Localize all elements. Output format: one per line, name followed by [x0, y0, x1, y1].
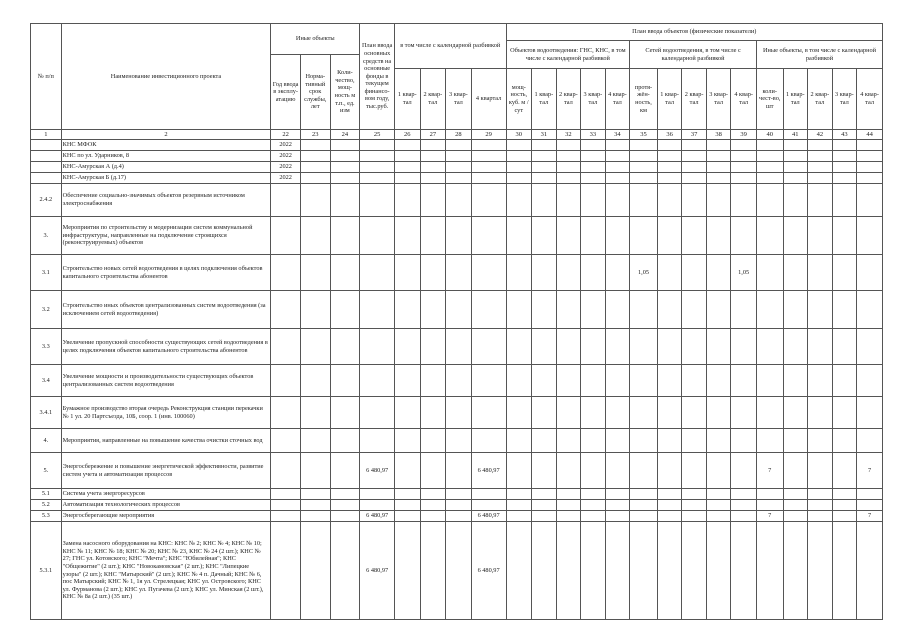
table-row	[31, 489, 883, 500]
col-number: 26	[395, 130, 421, 140]
row-num: 5.3.1	[31, 522, 62, 620]
row-name: КНС МФОК	[61, 140, 271, 151]
col-header-norm-life: Норма-тивный срок службы, лет	[300, 55, 330, 130]
row-name: Обеспечение социально-значимых объектов резервным источником электроснабжения	[61, 184, 271, 217]
cell-q4: 6 480,97	[471, 453, 506, 489]
table-row	[31, 173, 883, 184]
table-row	[31, 217, 883, 255]
row-num: 3.3	[31, 329, 62, 365]
row-num: 5.1	[31, 489, 62, 500]
col-number: 22	[271, 130, 301, 140]
col-header-q2: 2 квар-тал	[420, 69, 446, 130]
col-header-other-objects: Иные объекты	[271, 24, 360, 55]
col-number: 1	[31, 130, 62, 140]
col-header-nq4: 4 квар-тал	[731, 69, 757, 130]
col-number: 39	[731, 130, 757, 140]
col-header-oq2: 2 квар-тал	[808, 69, 833, 130]
table-row	[31, 522, 883, 620]
row-num: 3.2	[31, 291, 62, 329]
row-name: Энергосбережение и повышение энергетической эффективности, развитие систем учета и автоматизация процессов	[61, 453, 271, 489]
row-name: Строительство иных объектов централизованных систем водоотведения (за исключением сетей водоотведения)	[61, 291, 271, 329]
col-number: 24	[330, 130, 360, 140]
col-header-q3: 3 квар-тал	[446, 69, 472, 130]
col-header-q4: 4 квартал	[471, 69, 506, 130]
col-header-power: мощ-ность, куб. м / сут	[506, 69, 532, 130]
cell-length: 1,05	[630, 255, 658, 291]
col-header-wq2: 2 квар-тал	[556, 69, 581, 130]
col-header-nq2: 2 квар-тал	[682, 69, 707, 130]
col-header-plan-phys: План ввода объектов (физические показатели)	[506, 24, 883, 41]
row-name: КНС по ул. Ударников, 8	[61, 151, 271, 162]
col-number: 2	[61, 130, 271, 140]
col-header-length: протя-жён-ность, км	[630, 69, 658, 130]
row-num: 3.1	[31, 255, 62, 291]
col-number: 28	[446, 130, 472, 140]
col-header-quarter-group: в том числе с календарной разбивкой	[395, 24, 507, 69]
col-header-plan-funds: План ввода основных средств на основные фонды в текущем финансо-вом году, тыс.руб.	[360, 24, 395, 130]
row-num: 5.2	[31, 500, 62, 511]
table-row	[31, 184, 883, 217]
table-row	[31, 291, 883, 329]
row-name: Замена насосного оборудования на КНС: КНС № 2; КНС № 4; КНС № 10; КНС № 11; КНС № 18; КНС № 20; КНС № 23, КНС № 24 (2 шт.); КНС № 27; ГНС ул. Котовского; КНС "Мечта"; КНС "Юбилейная"; КНС "Общежитие" (2 шт.); КНС "Новокамовская" (2 шт.); КНС "Липецкие узоры" (2 шт.); КНС "Матырский" (2 шт.); КНС № 4 п. Дачный; КНС № 6, пос Матырский; КНС № 1, 1я ул. Стрелецкая; КНС ул. Островского; КНС ул. Фурманова (2 шт.); КНС ул. Пугачева (2 шт.); КНС ул. Минская (2 шт.), КНС № 8а (2 шт.) (35 шт.)	[61, 522, 271, 620]
col-header-nets: Сетей водоотведения, в том числе с календарной разбивкой	[630, 41, 757, 69]
row-year: 2022	[271, 151, 301, 162]
row-name: Энергосберегающие мероприятия	[61, 511, 271, 522]
col-header-oq3: 3 квар-тал	[832, 69, 857, 130]
row-name: Увеличение пропускной способности существующих сетей водоотведения в целях подключения объектов капитального строительства абонентов	[61, 329, 271, 365]
col-header-q1: 1 квар-тал	[395, 69, 421, 130]
row-num: 3.	[31, 217, 62, 255]
table-row	[31, 162, 883, 173]
col-header-wq1: 1 квар-тал	[532, 69, 557, 130]
table-row	[31, 397, 883, 429]
col-header-year: Год ввода в эксплу-атацию	[271, 55, 301, 130]
col-header-nq1: 1 квар-тал	[657, 69, 682, 130]
col-number: 36	[657, 130, 682, 140]
col-header-no: № п/п	[31, 24, 62, 130]
col-number: 35	[630, 130, 658, 140]
table-row	[31, 500, 883, 511]
col-number: 27	[420, 130, 446, 140]
table-row	[31, 140, 883, 151]
cell-plan: 6 480,97	[360, 453, 395, 489]
row-num: 4.	[31, 429, 62, 453]
col-header-oq4: 4 квар-тал	[857, 69, 883, 130]
col-number: 41	[783, 130, 808, 140]
row-num	[31, 162, 62, 173]
table-row	[31, 365, 883, 397]
row-num: 3.4.1	[31, 397, 62, 429]
col-number: 23	[300, 130, 330, 140]
column-numbers-row	[31, 130, 883, 140]
cell-q4: 6 480,97	[471, 522, 506, 620]
col-number: 37	[682, 130, 707, 140]
col-number: 30	[506, 130, 532, 140]
table-row	[31, 329, 883, 365]
col-header-water-objects: Объектов водоотведения: ГНС, КНС, в том числе с календарной разбивкой	[506, 41, 630, 69]
row-name: КНС-Амурская А (д.4)	[61, 162, 271, 173]
col-number: 25	[360, 130, 395, 140]
cell-oq4: 7	[857, 511, 883, 522]
row-name: Система учета энергоресурсов	[61, 489, 271, 500]
col-header-name: Наименование инвестиционного проекта	[61, 24, 271, 130]
table-row	[31, 429, 883, 453]
col-header-qty: Коли-чество, мощ-ность м т.п., ед. изм	[330, 55, 360, 130]
col-header-wq3: 3 квар-тал	[581, 69, 606, 130]
row-year: 2022	[271, 140, 301, 151]
cell-plan: 6 480,97	[360, 511, 395, 522]
table-row	[31, 255, 883, 291]
row-num: 5.3	[31, 511, 62, 522]
col-number: 31	[532, 130, 557, 140]
cell-count: 7	[756, 511, 783, 522]
col-header-nq3: 3 квар-тал	[706, 69, 731, 130]
col-header-wq4: 4 квар-тал	[605, 69, 630, 130]
cell-count: 7	[756, 453, 783, 489]
row-name: Мероприятия, направленные на повышение качества очистки сточных вод	[61, 429, 271, 453]
row-name: Увеличение мощности и производительности существующих объектов централизованных систем водоотведения	[61, 365, 271, 397]
row-name: Бумажное производство вторая очередь Реконструкция станции перекачки № 1 ул. 20 Партсъезда, 10Б, соор. 1 (инв. 100060)	[61, 397, 271, 429]
row-name: Автоматизация технологических процессов	[61, 500, 271, 511]
col-number: 33	[581, 130, 606, 140]
col-number: 38	[706, 130, 731, 140]
cell-q4: 6 480,97	[471, 511, 506, 522]
col-number: 34	[605, 130, 630, 140]
table-row	[31, 511, 883, 522]
row-num: 5.	[31, 453, 62, 489]
table-row	[31, 453, 883, 489]
col-header-other2: Иные объекты, в том числе с календарной разбивкой	[756, 41, 882, 69]
row-name: Мероприятия по строительству и модернизации систем коммунальной инфраструктуры, направленные на подключение строящихся (реконструируемых) объектов	[61, 217, 271, 255]
col-number: 43	[832, 130, 857, 140]
row-year: 2022	[271, 162, 301, 173]
row-name: КНС-Амурская Б (д.17)	[61, 173, 271, 184]
row-num: 3.4	[31, 365, 62, 397]
cell-oq4: 7	[857, 453, 883, 489]
cell-nq4: 1,05	[731, 255, 757, 291]
row-name: Строительство новых сетей водоотведения в целях подключения объектов капитального строительства абонентов	[61, 255, 271, 291]
col-header-oq1: 1 квар-тал	[783, 69, 808, 130]
col-number: 42	[808, 130, 833, 140]
col-header-count: коли-чест-во, шт	[756, 69, 783, 130]
row-num	[31, 151, 62, 162]
row-num	[31, 140, 62, 151]
row-num	[31, 173, 62, 184]
col-number: 44	[857, 130, 883, 140]
cell-plan: 6 480,97	[360, 522, 395, 620]
investment-table	[30, 23, 883, 620]
col-number: 40	[756, 130, 783, 140]
col-number: 29	[471, 130, 506, 140]
col-number: 32	[556, 130, 581, 140]
row-num: 2.4.2	[31, 184, 62, 217]
table-row	[31, 151, 883, 162]
row-year: 2022	[271, 173, 301, 184]
